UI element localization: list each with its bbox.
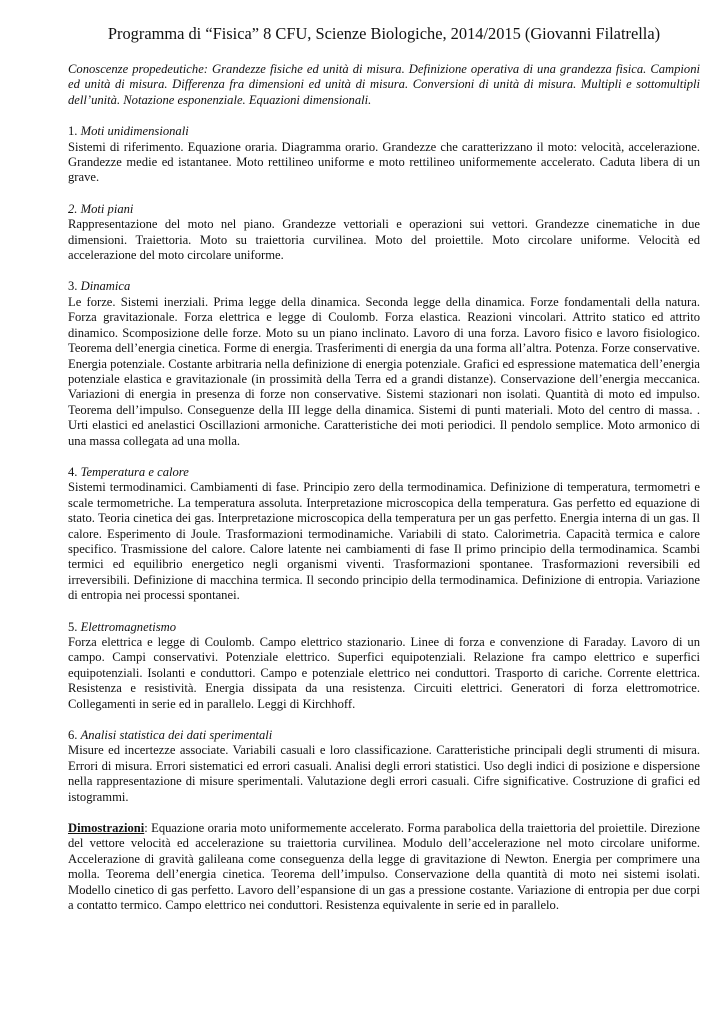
section-heading	[68, 465, 700, 480]
section-body: Misure ed incertezze associate. Variabili casuali e loro classificazione. Caratteristiche principali degli strumenti di misura. Errori di misura. Errori sistematici ed errori casuali. Analisi degli errori statistici. Uso degli indici di posizione e dispersione nella rappresentazione di misure sperimentali. Valutazione degli errori casuali. Cifre significative. Costruzione di grafici ed istogrammi.	[68, 743, 700, 804]
section-moti-piani	[68, 202, 700, 264]
demonstrations-body: : Equazione oraria moto uniformemente accelerato. Forma parabolica della traiettoria del proiettile. Direzione del vettore velocità ed accelerazione su traiettoria curvilinea. Modulo dell’accelerazione nel moto circolare uniforme. Accelerazione di gravità galileana come conseguenza della legge di gravitazione di Newton. Energia per comprimere una molla. Teorema dell’energia cinetica. Teorema dell’impulso. Conservazione della quantità di moto nei sistemi isolati. Modello cinetico di gas perfetto. Lavoro dell’espansione di un gas a pressione costante. Variazione di entropia per due corpi a contatto termico. Campo elettrico nei conduttori. Resistenza equivalente in serie ed in parallelo.	[68, 821, 700, 913]
document-title: Programma di “Fisica” 8 CFU, Scienze Biologiche, 2014/2015 (Giovanni Filatrella)	[107, 24, 661, 43]
section-number: 3.	[68, 279, 78, 294]
document-page	[68, 24, 700, 914]
section-body: Sistemi termodinamici. Cambiamenti di fase. Principio zero della termodinamica. Definizione di temperatura, termometri e scale termometriche. La temperatura assoluta. Interpretazione microscopica della temperatura. Gas perfetto ed equazione di stato. Teoria cinetica dei gas. Interpretazione microscopica della temperatura per un gas perfetto. Energia interna di un gas. Il calore. Esperimento di Joule. Trasformazioni termodinamiche. Variabili di stato. Calorimetria. Capacità termica e calore specifico. Trasmissione del calore. Calore latente nei cambiamenti di fase Il primo principio della termodinamica. Scambi termici ed equilibrio energetico negli organismi viventi. Trasformazioni spontanee. Trasformazioni reversibili ed irreversibili. Definizione di macchina termica. Il secondo principio della termodinamica. Definizione di entropia. Variazione di entropia nei processi spontanei.	[68, 480, 700, 603]
section-elettromagnetismo	[68, 620, 700, 712]
section-title: Moti unidimensionali	[80, 124, 189, 139]
section-title: Elettromagnetismo	[80, 619, 176, 634]
demonstrations-paragraph	[68, 821, 700, 913]
section-dinamica	[68, 279, 700, 448]
section-heading	[68, 202, 700, 217]
section-body: Sistemi di riferimento. Equazione oraria. Diagramma orario. Grandezze che caratterizzano il moto: velocità, accelerazione. Grandezze medie ed istantanee. Moto rettilineo uniforme e moto rettilineo uniformemente accelerato. Caduta libera di un grave.	[68, 139, 700, 185]
section-heading	[68, 620, 700, 635]
section-title: Analisi statistica dei dati sperimentali	[80, 728, 273, 743]
section-number: 6.	[68, 728, 78, 743]
section-heading	[68, 279, 700, 294]
section-title: Temperatura e calore	[80, 464, 189, 479]
section-body: Forza elettrica e legge di Coulomb. Campo elettrico stazionario. Linee di forza e convenzione di Faraday. Lavoro di un campo. Campi conservativi. Potenziale elettrico. Superfici equipotenziali. Relazione fra campo elettrico e superfici equipotenziali. Isolanti e conduttori. Campo e potenziale elettrico nei conduttori. Trasporto di cariche. Corrente elettrica. Resistenza e resistività. Energia dissipata da una resistenza. Circuiti elettrici. Generatori di forza elettromotrice. Collegamenti in serie ed in parallelo. Leggi di Kirchhoff.	[68, 635, 700, 711]
demonstrations-label: Dimostrazioni	[68, 821, 145, 836]
section-temperatura-calore	[68, 465, 700, 604]
section-moti-unidimensionali	[68, 124, 700, 186]
section-body: Rappresentazione del moto nel piano. Grandezze vettoriali e operazioni sui vettori. Grandezze cinematiche in due dimensioni. Traiettoria. Moto su traiettoria curvilinea. Moto del proiettile. Moto circolare uniforme. Velocità ed accelerazione del moto circolare uniforme.	[68, 217, 700, 263]
section-heading	[68, 124, 700, 139]
prerequisites-paragraph: Conoscenze propedeutiche: Grandezze fisiche ed unità di misura. Definizione operativa di una grandezza fisica. Campioni ed unità di misura. Differenza fra dimensioni ed unità di misura. Conversioni di unità di misura. Multipli e sottomultipli dell’unità. Notazione esponenziale. Equazioni dimensionali.	[68, 62, 700, 107]
section-number: 4.	[68, 464, 78, 479]
section-analisi-statistica	[68, 728, 700, 805]
section-title: Dinamica	[80, 279, 131, 294]
section-body: Le forze. Sistemi inerziali. Prima legge della dinamica. Seconda legge della dinamica. Forze fondamentali della natura. Forza gravitazionale. Forza elettrica e legge di Coulomb. Forza elastica. Reazioni vincolari. Attrito statico ed attrito dinamico. Scomposizione delle forze. Moto su un piano inclinato. Lavoro di una forza. Lavoro fisico e lavoro fisiologico. Teorema dell’energia cinetica. Forme di energia. Trasferimenti di energia da una forma all’altra. Potenza. Forze conservative. Energia potenziale. Costante arbitraria nella definizione di energia potenziale. Grafici ed espressione matematica dell’energia potenziale elastica e gravitazionale (in prossimità della Terra ed a grandi distanze). Conservazione dell’energia meccanica. Variazioni di energia in presenza di forze non conservative. Sistemi stazionari non isolati. Quantità di moto ed impulso. Teorema dell’impulso. Conseguenze della III legge della dinamica. Sistemi di punti materiali. Moto del centro di massa. . Urti elastici ed anelastici Oscillazioni armoniche. Caratteristiche dei moti periodici. Il pendolo semplice. Moto armonico di una massa collegata ad una molla.	[68, 294, 700, 448]
section-number: 1.	[68, 124, 78, 139]
section-title: 2. Moti piani	[68, 201, 134, 216]
section-number: 5.	[68, 619, 78, 634]
section-heading	[68, 728, 700, 743]
